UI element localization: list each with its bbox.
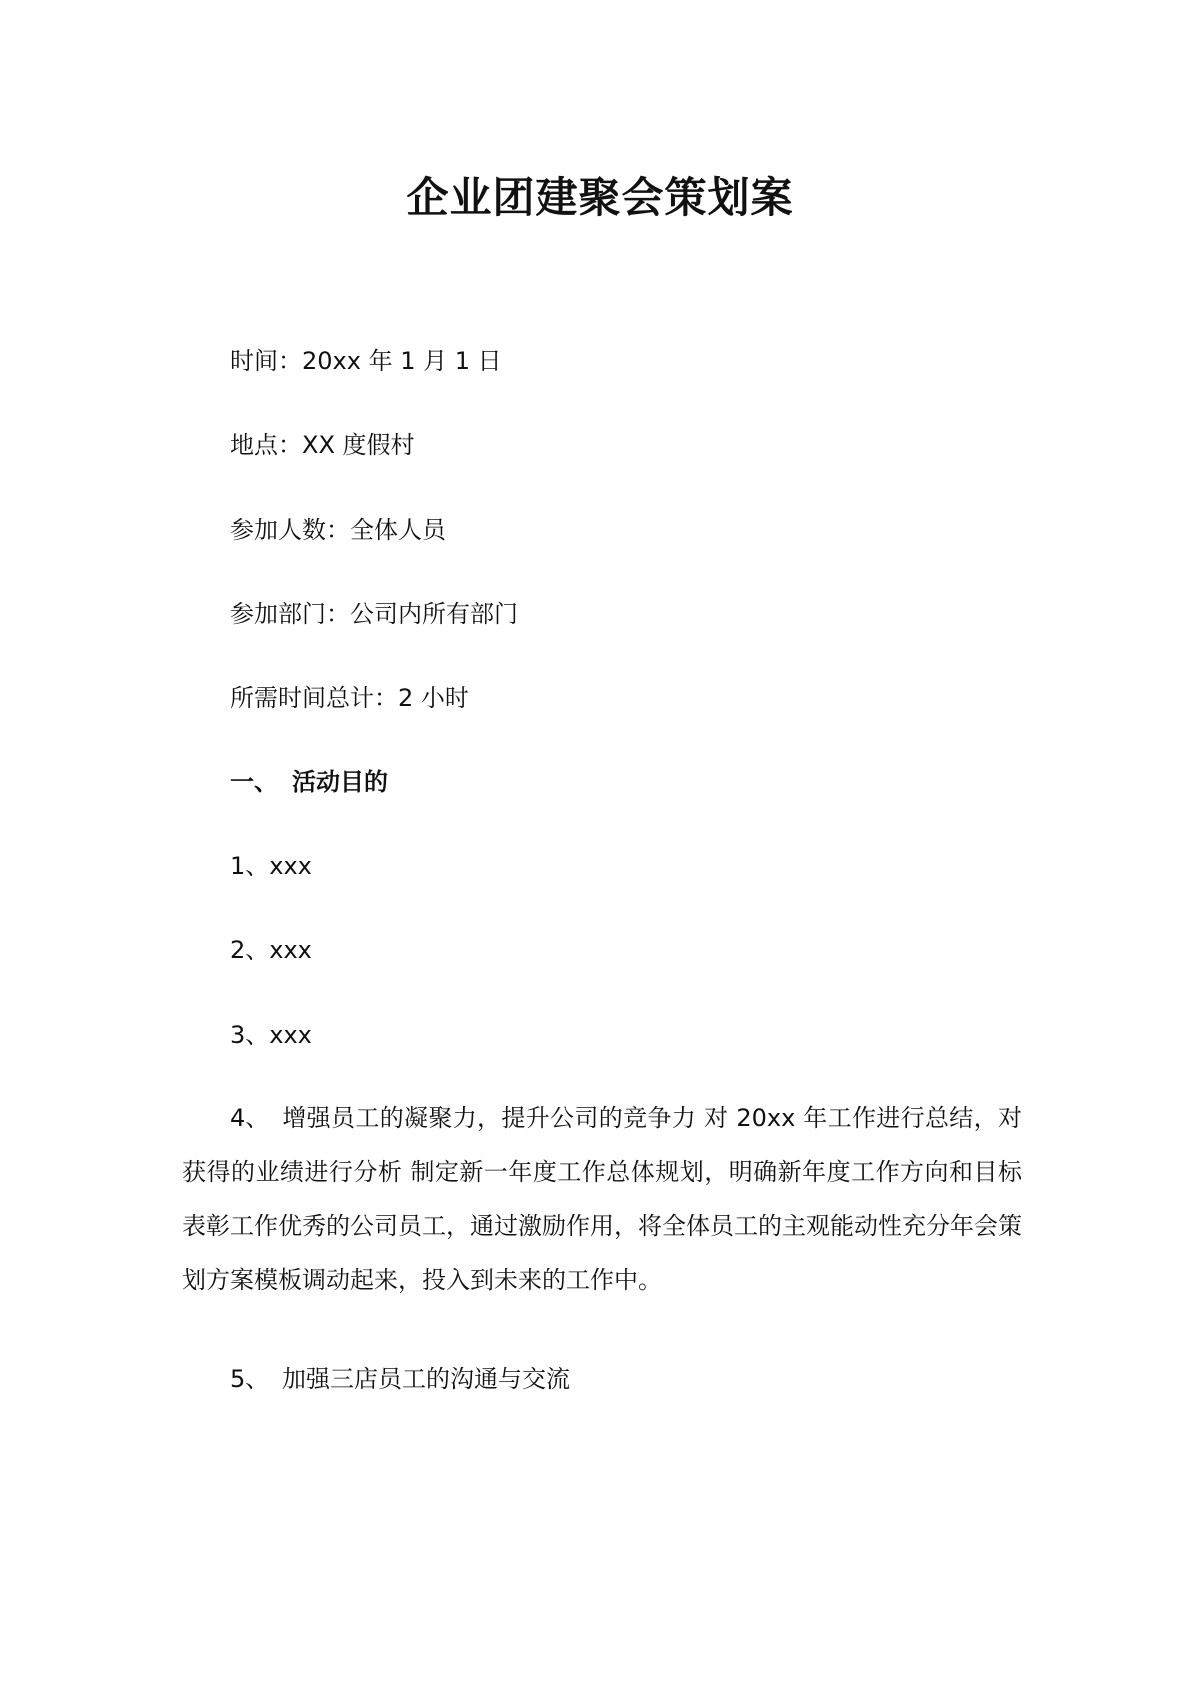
list-item-2: 2、xxx: [230, 936, 312, 964]
section-number: 一、: [230, 768, 278, 796]
list-item-5-text: 加强三店员工的沟通与交流: [282, 1365, 570, 1393]
list-item-5-number: 5、: [230, 1365, 270, 1393]
list-item-4-paragraph: [182, 1091, 1022, 1307]
list-item-4-text: 增强员工的凝聚力，提升公司的竞争力 对 20xx 年工作进行总结，对获得的业绩进行分析 制定新一年度工作总体规划，明确新年度工作方向和目标表彰工作优秀的公司员工，通过激励作用，将全体员工的主观能动性充分年会策划方案模板调动起来，投入到未来的工作中。: [182, 1104, 1022, 1294]
info-location: 地点：XX 度假村: [230, 431, 415, 459]
document-title: 企业团建聚会策划案: [406, 173, 794, 222]
info-participants: 参加人数：全体人员: [230, 516, 446, 544]
section-title: 活动目的: [292, 768, 388, 796]
info-departments: 参加部门：公司内所有部门: [230, 600, 518, 628]
list-item-5: [230, 1361, 570, 1397]
info-time: 时间：20xx 年 1 月 1 日: [230, 347, 502, 375]
section-heading-purpose: [230, 764, 388, 800]
list-item-4-number: 4、: [230, 1104, 270, 1132]
list-item-1: 1、xxx: [230, 852, 312, 880]
list-item-3: 3、xxx: [230, 1021, 312, 1049]
info-duration: 所需时间总计：2 小时: [230, 684, 469, 712]
